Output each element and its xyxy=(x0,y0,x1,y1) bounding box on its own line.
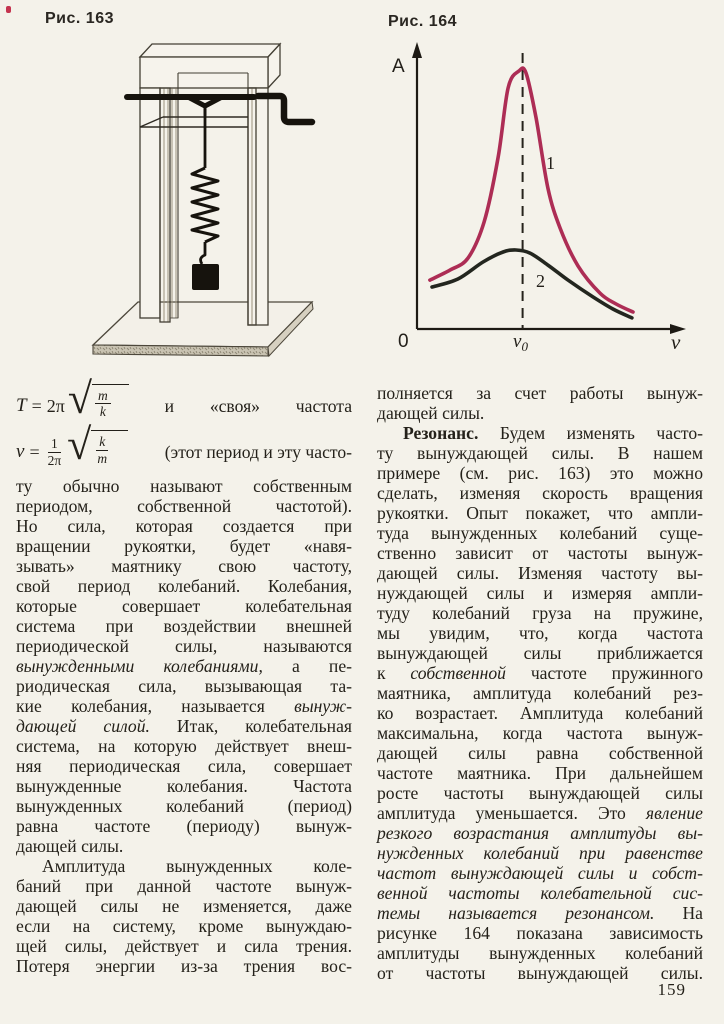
text-line: периодической силы, называются xyxy=(16,636,352,656)
text-line: маятника, амплитуда колебаний рез- xyxy=(377,683,703,703)
formula-frequency-line xyxy=(16,420,352,476)
text-line: дающей силы. xyxy=(377,403,485,423)
text-line: дающей силы не изменяется, даже xyxy=(16,896,352,916)
text-line: периодом, собственной частотой). xyxy=(16,496,352,516)
scan-artifact-mark xyxy=(6,6,11,13)
axes xyxy=(417,54,674,329)
right-column xyxy=(377,383,703,983)
radical-sign: √ xyxy=(67,373,92,423)
formula-conjunction: и xyxy=(164,395,174,416)
spring-and-weight xyxy=(192,115,219,290)
text-line: няя периодическая сила, совершает xyxy=(16,756,352,776)
text-line: Резонанс. Будем изменять часто- xyxy=(403,423,703,443)
radical: √ $\frac{k}{m}$ xyxy=(67,430,128,474)
formula-period: T = 2π √ $\frac{m}{k}$ xyxy=(16,384,129,428)
text-line: сделать, изменяя скорость вращения xyxy=(377,483,703,503)
text-line: ко возрастает. Амплитуда колебаний xyxy=(377,703,703,723)
right-column-text xyxy=(377,383,703,983)
text-line: частот вынуждающей силы и собст- xyxy=(377,863,703,883)
word-chastota: частота xyxy=(295,395,352,416)
text-line: дающей силы равна собственной xyxy=(377,743,703,763)
text-line: вынужденными колебаниями, а пе- xyxy=(16,656,352,676)
figure-164-caption: Рис. 164 xyxy=(388,13,457,30)
text-line: вынужденных колебаний (период) xyxy=(16,796,352,816)
text-line: нуждающей силы и измеряя ампли- xyxy=(377,583,703,603)
text-line: дающей силой. Итак, колебательная xyxy=(16,716,352,736)
radical-sign: √ xyxy=(67,420,92,469)
text-line: которые совершает колебательная xyxy=(16,596,352,616)
figure-164-resonance-graph xyxy=(388,38,700,360)
text-line: баний при данной частоте вынуж- xyxy=(16,876,352,896)
text-line: система при воздействии внешней xyxy=(16,616,352,636)
text-line: амплитуды вынужденных колебаний xyxy=(377,943,703,963)
text-line: росте частоты вынуждающей силы xyxy=(377,783,703,803)
text-line: дающей силы. xyxy=(16,836,124,856)
text-line: нужденных колебаний при равенстве xyxy=(377,843,703,863)
origin-label: 0 xyxy=(398,331,409,352)
text-line: вынуждающей силы приближается xyxy=(377,643,703,663)
left-column-text xyxy=(16,476,352,976)
text-line: кие колебания, называется вынуж- xyxy=(16,696,352,716)
text-line: от частоты вынуждающей силы. xyxy=(377,963,703,983)
formula-frequency: ν = $\frac{1}{2\pi}$ √ $\frac{k}{m}$ xyxy=(16,430,128,474)
text-line: щей силы, действует и сила трения. xyxy=(16,936,352,956)
text-line: к собственной частоте пружинного xyxy=(377,663,703,683)
resonance-frequency-label: $\nu_0$ xyxy=(513,331,528,354)
text-line: максимальна, когда частота вынуж- xyxy=(377,723,703,743)
curve-2-high-friction xyxy=(432,250,632,318)
text-line: вращении рукоятки, будет «навя- xyxy=(16,536,352,556)
y-axis-arrowhead xyxy=(412,42,422,58)
text-line: туду колебаний груза на пружине, xyxy=(377,603,703,623)
text-line: резкого возрастания амплитуды вы- xyxy=(377,823,703,843)
text-line: темы называется резонансом. На xyxy=(377,903,703,923)
figure-163-apparatus-drawing xyxy=(30,35,330,365)
formula-tail-text: (этот период и эту часто- xyxy=(164,442,352,462)
page-number: 159 xyxy=(657,980,686,999)
text-line: амплитуда уменьшается. Это явление xyxy=(377,803,703,823)
text-line: вынужденные колебания. Частота xyxy=(16,776,352,796)
text-line: Амплитуда вынужденных коле- xyxy=(42,856,352,876)
text-line: равна частоте (периоду) вынуж- xyxy=(16,816,352,836)
y-axis-label: A xyxy=(392,56,405,77)
figure-163-caption: Рис. 163 xyxy=(45,10,114,27)
text-line: ту вынуждающей силы. В нашем xyxy=(377,443,703,463)
text-line: Потеря энергии из-за трения вос- xyxy=(16,956,352,976)
weight-block xyxy=(192,264,219,290)
text-line: ту обычно называют собственным xyxy=(16,476,352,496)
text-line: ственно зависит от частоты вынуж- xyxy=(377,543,703,563)
text-line: рисунке 164 показана зависимость xyxy=(377,923,703,943)
text-line: Но сила, которая создается при xyxy=(16,516,352,536)
text-line: свой период колебаний. Колебания, xyxy=(16,576,352,596)
quoted-word: «своя» xyxy=(209,395,260,416)
curve-1-label: 1 xyxy=(546,153,555,173)
text-line: дающей силы. Изменяя частоту вы- xyxy=(377,563,703,583)
left-column xyxy=(16,373,352,976)
coefficient-fraction: $\frac{1}{2\pi}$ xyxy=(47,435,62,468)
text-line: риодическая сила, вызывающая та- xyxy=(16,676,352,696)
curve-1-low-friction xyxy=(430,68,633,312)
x-axis-label: ν xyxy=(671,330,681,354)
base-plate xyxy=(93,302,313,356)
text-line: полняется за счет работы вынуж- xyxy=(377,383,703,403)
text-line: венной частоты колебательной сис- xyxy=(377,883,703,903)
text-line: зывать» маятнику свою частоту, xyxy=(16,556,352,576)
text-line: система, на которую действует внеш- xyxy=(16,736,352,756)
curve-2-label: 2 xyxy=(536,271,545,291)
text-line: если на систему, кроме вынуждаю- xyxy=(16,916,352,936)
radical: √ $\frac{m}{k}$ xyxy=(68,384,129,428)
text-line: мы увидим, что, когда частота xyxy=(377,623,703,643)
text-line: частоте маятника. При дальнейшем xyxy=(377,763,703,783)
text-line: туда вынужденных колебаний суще- xyxy=(377,523,703,543)
text-line: примере (см. рис. 163) это можно xyxy=(377,463,703,483)
text-line: рукоятки. Опыт покажет, что ампли- xyxy=(377,503,703,523)
